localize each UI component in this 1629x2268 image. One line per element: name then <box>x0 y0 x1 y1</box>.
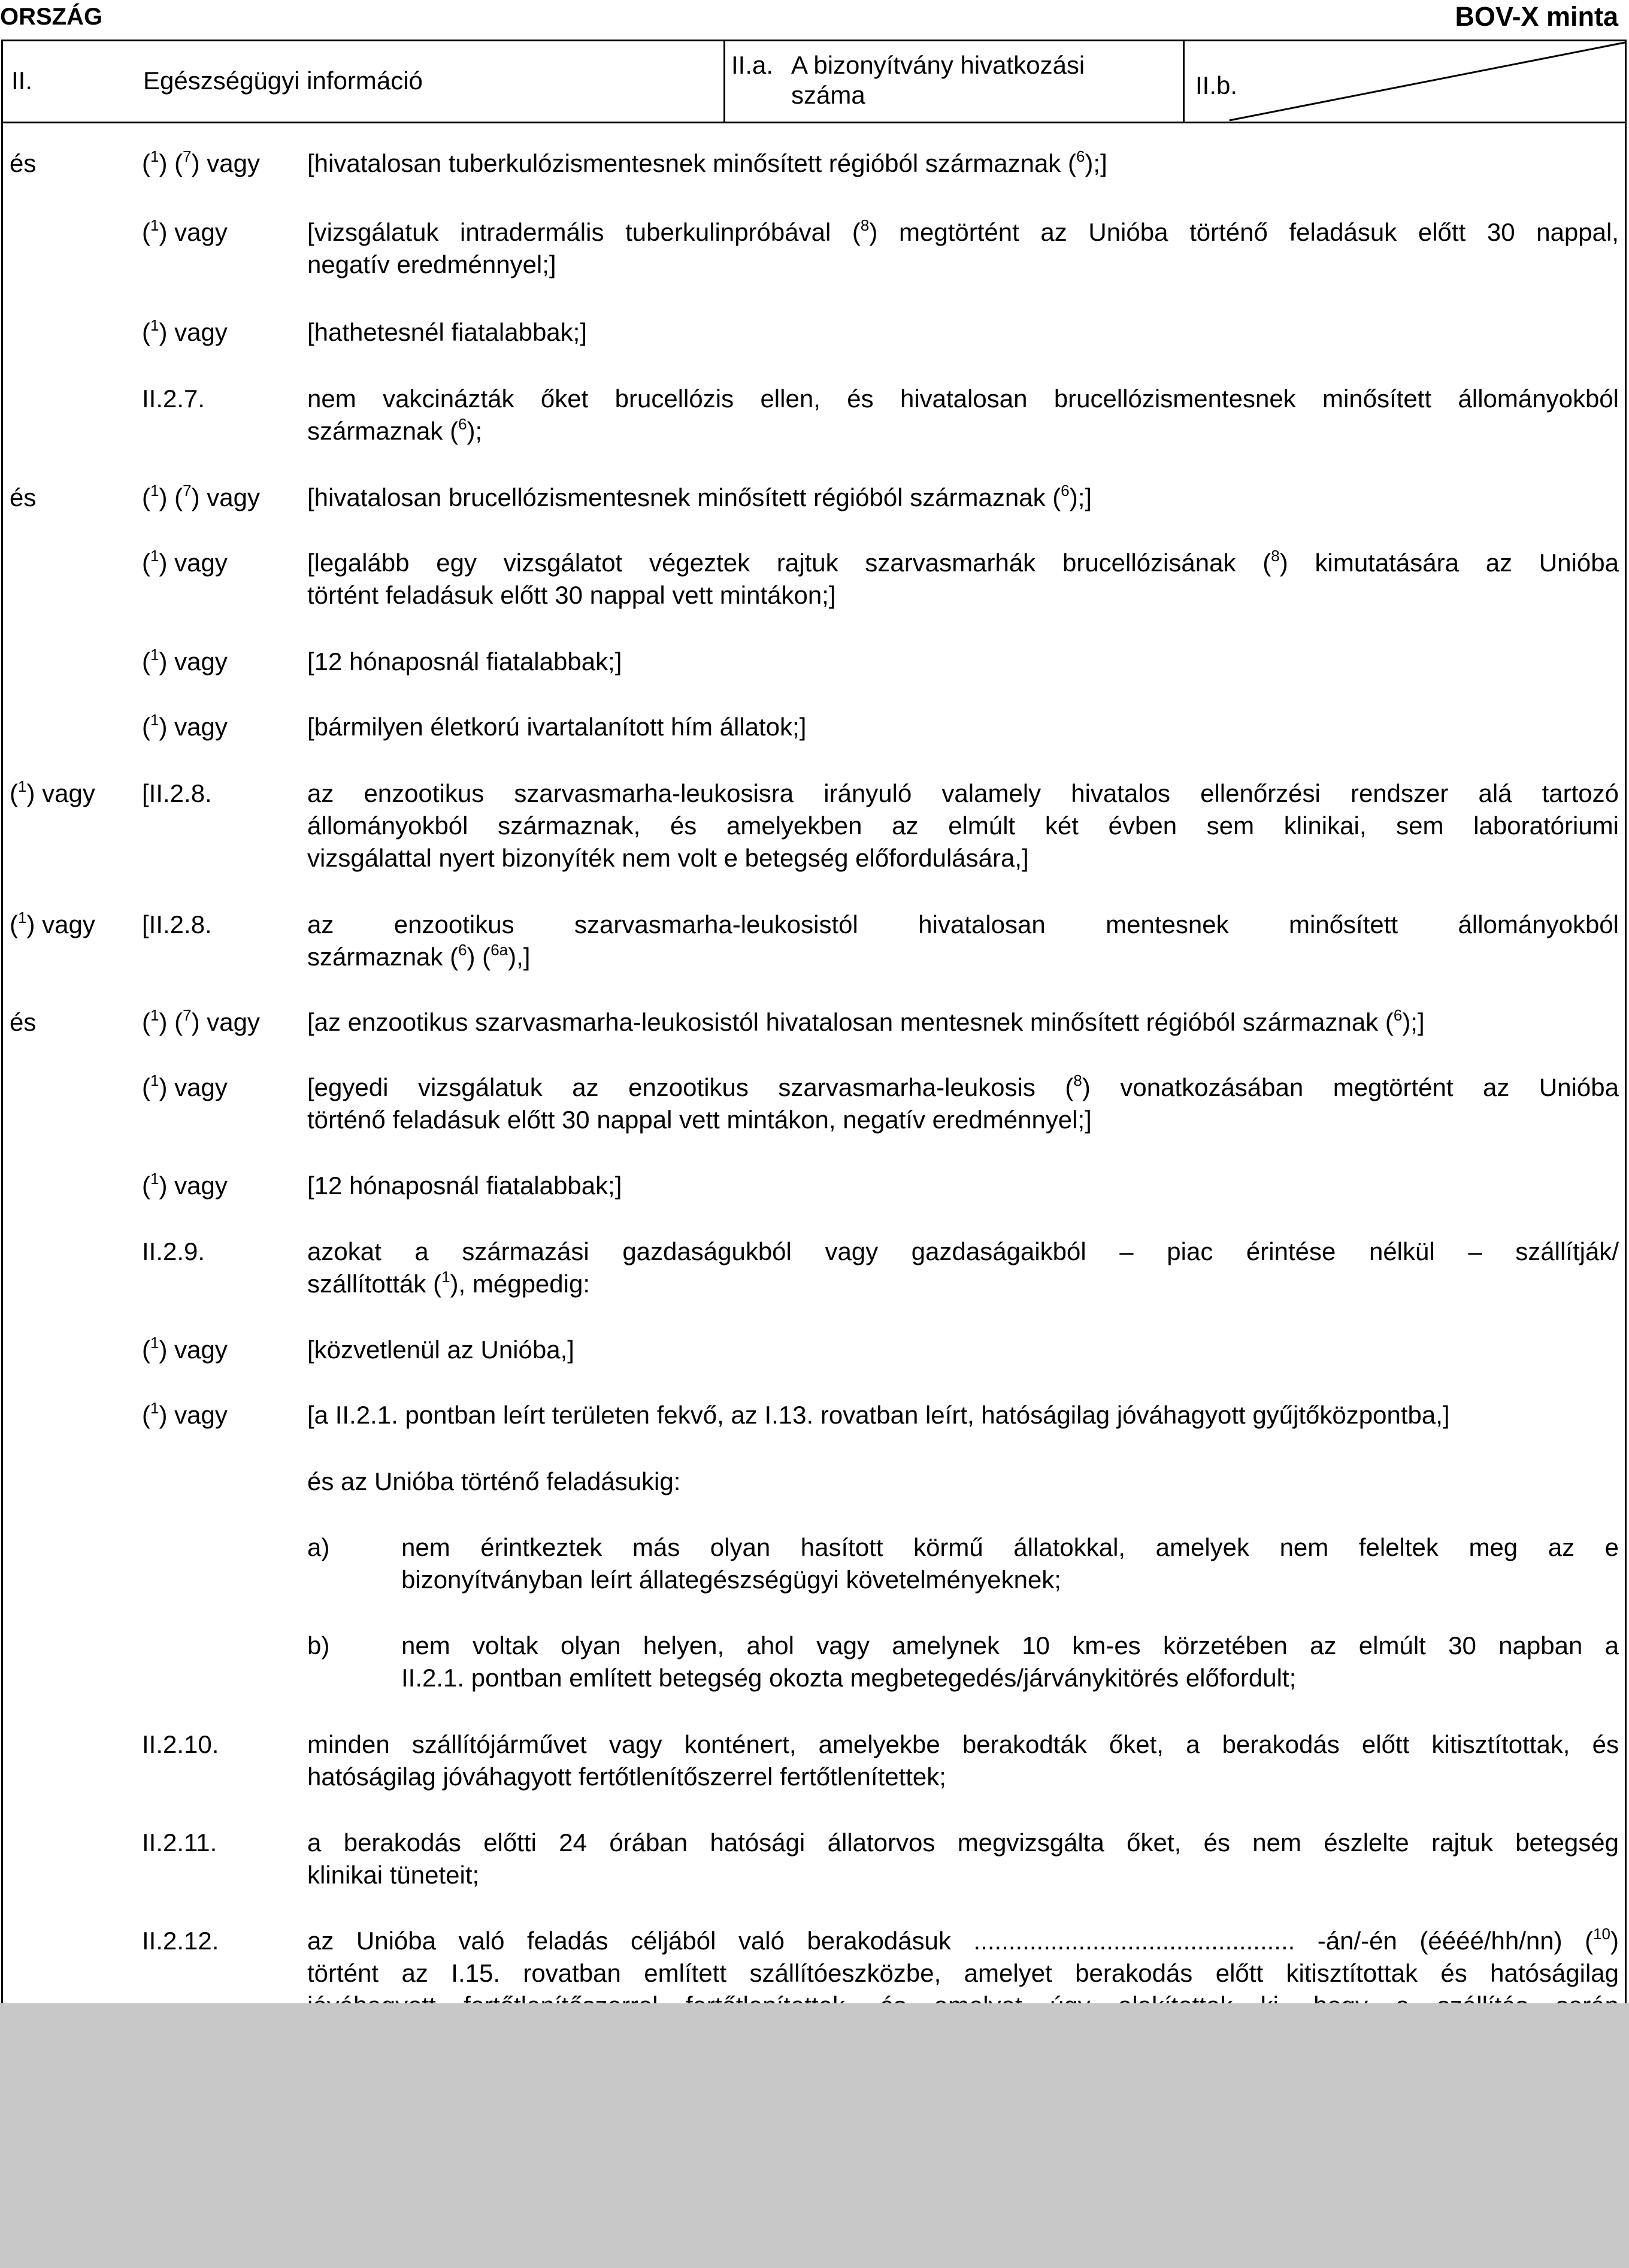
option-marker: ($^1$) vagy <box>142 1399 228 1429</box>
point-number: II.2.12. <box>142 1927 219 1955</box>
diagonal-line <box>1185 41 1625 122</box>
ref-text-line-1: A bizonyítvány hivatkozási <box>791 51 1085 79</box>
option-marker: ($^1$) vagy <box>142 547 228 577</box>
item-text: és az Unióba történő feladásukig: <box>307 1467 681 1495</box>
section-title-cell <box>3 41 723 122</box>
item-text: [bármilyen életkorú ivartalanított hím állatok;] <box>307 713 807 741</box>
option-marker: ($^1$) vagy <box>142 1170 228 1200</box>
conjunction: és <box>10 1008 37 1036</box>
item-text: az enzootikus szarvasmarha-leukosistól hivatalosan mentesnek minősített állományokból származnak ($^6$) ($^{6a}$),] <box>307 910 1619 971</box>
item-text: az enzootikus szarvasmarha-leukosisra irányuló valamely hivatalos ellenőrzési rendszer alá tartozó állományokból származnak, és amelyekben az elmúlt két évben sem klinikai, sem laboratóriumi vizsgálattal nyert bizonyíték nem volt e betegség előfordulására,] <box>307 779 1619 872</box>
ref-label: II.a. <box>731 51 774 79</box>
item-text: azokat a származási gazdaságukból vagy gazdaságaikból – piac érintése nélkül – szállítják/ szállították ($^1$), mégpedig: <box>307 1237 1619 1298</box>
option-marker: ($^1$) vagy <box>142 1071 228 1101</box>
item-text: a berakodás előtti 24 órában hatósági állatorvos megvizsgálta őket, és nem észlelte rajtuk betegség klinikai tüneteit; <box>307 1828 1619 1889</box>
option-marker: ($^1$) vagy <box>142 1334 228 1364</box>
item-text: [12 hónaposnál fiatalabbak;] <box>307 647 622 676</box>
option-marker: ($^1$) vagy <box>142 316 228 346</box>
item-text: [közvetlenül az Unióba,] <box>307 1336 574 1364</box>
conjunction: és <box>10 149 37 177</box>
item-text: [legalább egy vizsgálatot végeztek rajtuk szarvasmarhák brucellózisának ($^8$) kimutatására az Unióba történt feladásuk előtt 30 nappal vett mintákon;] <box>307 547 1619 609</box>
model-label: BOV-X minta <box>1455 1 1618 32</box>
option-marker: ($^1$) ($^7$) vagy <box>142 147 260 177</box>
option-marker: ($^1$) vagy <box>10 777 95 807</box>
item-text: az Unióba való feladás céljából való berakodásuk .............................................. -án/-én (éééé/hh/nn) ($^{10}$) történt az I.15. rovatban említett szállítóeszközbe, amelyet berakodás előtt kitisztítottak és hatóságilag <box>307 1925 1619 1987</box>
iib-cell <box>1183 41 1625 122</box>
point-number: II.2.10. <box>142 1730 219 1758</box>
point-number: [II.2.8. <box>142 910 212 938</box>
country-label: ORSZÁG <box>0 4 103 30</box>
point-number: II.2.11. <box>142 1828 217 1857</box>
item-text: [hivatalosan brucellózismentesnek minősített régióból származnak ($^6$);] <box>307 482 1092 511</box>
point-number: II.2.9. <box>142 1237 205 1265</box>
conjunction: és <box>10 483 37 511</box>
option-marker: ($^1$) vagy <box>142 646 228 676</box>
option-marker: ($^1$) ($^7$) vagy <box>142 482 260 511</box>
sub-item-text: nem érintkeztek más olyan hasított körmű állatokkal, amelyek nem feleltek meg az e bizonyítványban leírt állategészségügyi követelményeknek; <box>401 1533 1619 1594</box>
point-number: II.2.7. <box>142 384 205 413</box>
item-text: [egyedi vizsgálatuk az enzootikus szarvasmarha-leukosis ($^8$) vonatkozásában megtörtént az Unióba történő feladásuk előtt 30 nappal vett mintákon, negatív eredménnyel;] <box>307 1071 1619 1134</box>
option-marker: ($^1$) vagy <box>142 711 228 741</box>
item-text: nem vakcinázták őket brucellózis ellen, és hivatalosan brucellózismentesnek minősített állományokból származnak ($^6$); <box>307 384 1619 445</box>
viewer-background <box>0 2003 1629 2268</box>
item-text: [a II.2.1. pontban leírt területen fekvő, az I.13. rovatban leírt, hatóságilag jóváhagyott gyűjtőközpontba,] <box>307 1401 1450 1429</box>
item-text: [hathetesnél fiatalabbak;] <box>307 318 588 346</box>
item-text: [az enzootikus szarvasmarha-leukosistól hivatalosan mentesnek minősített régióból származnak ($^6$);] <box>307 1006 1425 1036</box>
item-text: [12 hónaposnál fiatalabbak;] <box>307 1171 622 1200</box>
item-text: [vizsgálatuk intradermális tuberkulinpróbával ($^8$) megtörtént az Unióba történő feladásuk előtt 30 nappal, negatív eredménnyel;] <box>307 216 1619 278</box>
certificate-reference-cell <box>723 41 1183 122</box>
iib-label: II.b. <box>1195 71 1238 99</box>
option-marker: ($^1$) vagy <box>142 216 228 246</box>
option-marker: ($^1$) vagy <box>10 909 95 938</box>
option-marker: ($^1$) ($^7$) vagy <box>142 1006 260 1036</box>
item-text: minden szállítójárművet vagy konténert, amelyekbe berakodták őket, a berakodás előtt kitisztítottak, és hatóságilag jóváhagyott fertőtlenítőszerrel fertőtlenítettek; <box>307 1730 1619 1791</box>
section-number: II. <box>11 66 33 95</box>
point-number: [II.2.8. <box>142 779 212 807</box>
sub-item-label: b) <box>307 1631 330 1660</box>
ref-text-line-2: száma <box>791 81 865 109</box>
sub-item-text: nem voltak olyan helyen, ahol vagy amelynek 10 km-es körzetében az elmúlt 30 napban a II.2.1. pontban említett betegség okozta megbetegedés/járványkitörés előfordult; <box>401 1631 1619 1692</box>
section-header-table <box>1 40 1627 123</box>
item-text: [hivatalosan tuberkulózismentesnek minősített régióból származnak ($^6$);] <box>307 147 1107 177</box>
section-title: Egészségügyi információ <box>143 66 423 95</box>
sub-item-label: a) <box>307 1533 330 1561</box>
